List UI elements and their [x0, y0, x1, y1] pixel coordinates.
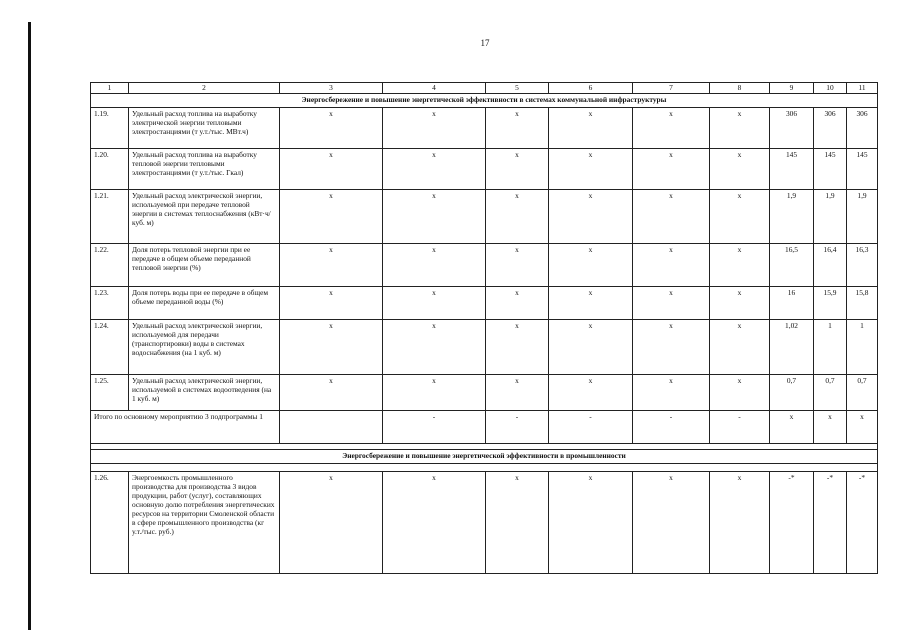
value-cell: 1,9 [814, 190, 847, 244]
value-cell: х [710, 149, 770, 190]
row-number: 1.24. [91, 320, 129, 375]
value-cell: х [383, 190, 486, 244]
table-row [91, 108, 878, 149]
value-cell: х [633, 320, 710, 375]
value-cell: 15,8 [847, 287, 878, 320]
value-cell: - [486, 411, 549, 444]
value-cell: х [549, 320, 633, 375]
section-heading-row [91, 450, 878, 464]
table-row [91, 472, 878, 574]
value-cell: х [710, 244, 770, 287]
value-cell: х [710, 320, 770, 375]
value-cell: х [383, 244, 486, 287]
column-header: 4 [383, 83, 486, 94]
scan-edge-line [28, 22, 31, 630]
indicator-cell: Доля потерь тепловой энергии при ее передаче в общем объеме переданной тепловой энергии (%) [129, 244, 280, 287]
value-cell: х [280, 472, 383, 574]
row-number: 1.22. [91, 244, 129, 287]
spacer-cell [91, 464, 878, 472]
value-cell: х [633, 287, 710, 320]
value-cell: - [710, 411, 770, 444]
indicator-cell: Удельный расход топлива на выработку тепловой энергии тепловыми электростанциями (т у.т./тыс. Гкал) [129, 149, 280, 190]
value-cell: -* [770, 472, 814, 574]
value-cell: 1,9 [770, 190, 814, 244]
table-row [91, 287, 878, 320]
row-number: 1.21. [91, 190, 129, 244]
table-row [91, 320, 878, 375]
value-cell: х [280, 244, 383, 287]
value-cell: х [710, 190, 770, 244]
section-heading-row [91, 94, 878, 108]
value-cell: х [633, 149, 710, 190]
indicator-cell: Удельный расход электрической энергии, используемой в системах водоотведения (на 1 куб. м) [129, 375, 280, 411]
value-cell: х [549, 244, 633, 287]
indicator-cell: Удельный расход электрической энергии, используемой для передачи (транспортировки) воды в системах водоснабжения (на 1 куб. м) [129, 320, 280, 375]
section-title: Энергосбережение и повышение энергетической эффективности в промышленности [91, 450, 878, 464]
value-cell: х [633, 190, 710, 244]
value-cell: х [710, 287, 770, 320]
row-number: 1.25. [91, 375, 129, 411]
table-row [91, 375, 878, 411]
table-row [91, 190, 878, 244]
value-cell: х [486, 472, 549, 574]
value-cell: х [280, 320, 383, 375]
indicator-cell: Удельный расход топлива на выработку электрической энергии тепловыми электростанциями (т у.т./тыс. МВт.ч) [129, 108, 280, 149]
value-cell: 306 [770, 108, 814, 149]
value-cell: х [710, 375, 770, 411]
value-cell: 1,02 [770, 320, 814, 375]
value-cell: х [486, 287, 549, 320]
value-cell: х [280, 149, 383, 190]
column-header: 2 [129, 83, 280, 94]
value-cell: х [770, 411, 814, 444]
value-cell: х [633, 108, 710, 149]
indicator-cell: Удельный расход электрической энергии, используемой при передаче тепловой энергии в системах теплоснабжения (кВт·ч/куб. м) [129, 190, 280, 244]
row-number: 1.19. [91, 108, 129, 149]
column-header: 9 [770, 83, 814, 94]
column-header: 10 [814, 83, 847, 94]
table-row [91, 244, 878, 287]
table-row [91, 149, 878, 190]
value-cell: х [549, 149, 633, 190]
column-header: 3 [280, 83, 383, 94]
value-cell: х [633, 375, 710, 411]
value-cell: х [486, 108, 549, 149]
value-cell: х [549, 375, 633, 411]
value-cell: 16,3 [847, 244, 878, 287]
column-header: 8 [710, 83, 770, 94]
value-cell: - [383, 411, 486, 444]
value-cell: -* [814, 472, 847, 574]
value-cell: х [383, 320, 486, 375]
value-cell: х [549, 190, 633, 244]
value-cell: х [383, 108, 486, 149]
indicator-cell: Доля потерь воды при ее передаче в общем объеме переданной воды (%) [129, 287, 280, 320]
value-cell: х [383, 287, 486, 320]
value-cell: 1,9 [847, 190, 878, 244]
section-title: Энергосбережение и повышение энергетической эффективности в системах коммунальной инфраструктуры [91, 94, 878, 108]
value-cell: х [383, 149, 486, 190]
value-cell: х [280, 190, 383, 244]
value-cell: х [549, 108, 633, 149]
value-cell: х [549, 472, 633, 574]
value-cell: 15,9 [814, 287, 847, 320]
value-cell: 145 [847, 149, 878, 190]
value-cell: 0,7 [814, 375, 847, 411]
value-cell: х [383, 375, 486, 411]
value-cell: 0,7 [770, 375, 814, 411]
value-cell: х [549, 287, 633, 320]
value-cell: 145 [814, 149, 847, 190]
page-number: 17 [480, 38, 490, 48]
value-cell: 1 [847, 320, 878, 375]
column-header: 11 [847, 83, 878, 94]
value-cell: х [486, 244, 549, 287]
value-cell: -* [847, 472, 878, 574]
column-header: 7 [633, 83, 710, 94]
row-number: 1.23. [91, 287, 129, 320]
value-cell: 16,5 [770, 244, 814, 287]
value-cell: х [633, 472, 710, 574]
indicator-cell: Энергоемкость промышленного производства для производства 3 видов продукции, работ (услуг), составляющих основную долю потребления энергетических ресурсов на территории Смоленской области в сфере промышленного производства (кг у.т./тыс. руб.) [129, 472, 280, 574]
value-cell: х [847, 411, 878, 444]
value-cell: 16,4 [814, 244, 847, 287]
total-label: Итого по основному мероприятию 3 подпрограммы 1 [91, 411, 280, 444]
value-cell: х [486, 190, 549, 244]
value-cell: х [280, 287, 383, 320]
value-cell: х [486, 320, 549, 375]
value-cell: - [633, 411, 710, 444]
value-cell: - [549, 411, 633, 444]
indicators-table [90, 82, 878, 574]
value-cell: х [814, 411, 847, 444]
value-cell: 306 [847, 108, 878, 149]
column-header: 1 [91, 83, 129, 94]
column-header: 6 [549, 83, 633, 94]
value-cell: х [383, 472, 486, 574]
column-header: 5 [486, 83, 549, 94]
value-cell: 1 [814, 320, 847, 375]
row-number: 1.26. [91, 472, 129, 574]
value-cell: 0,7 [847, 375, 878, 411]
value-cell [280, 411, 383, 444]
total-row [91, 411, 878, 444]
value-cell: х [710, 472, 770, 574]
value-cell: х [486, 375, 549, 411]
value-cell: х [280, 375, 383, 411]
spacer-row [91, 464, 878, 472]
row-number: 1.20. [91, 149, 129, 190]
value-cell: х [486, 149, 549, 190]
value-cell: х [280, 108, 383, 149]
value-cell: х [710, 108, 770, 149]
column-number-row [91, 83, 878, 94]
value-cell: х [633, 244, 710, 287]
value-cell: 306 [814, 108, 847, 149]
value-cell: 145 [770, 149, 814, 190]
value-cell: 16 [770, 287, 814, 320]
